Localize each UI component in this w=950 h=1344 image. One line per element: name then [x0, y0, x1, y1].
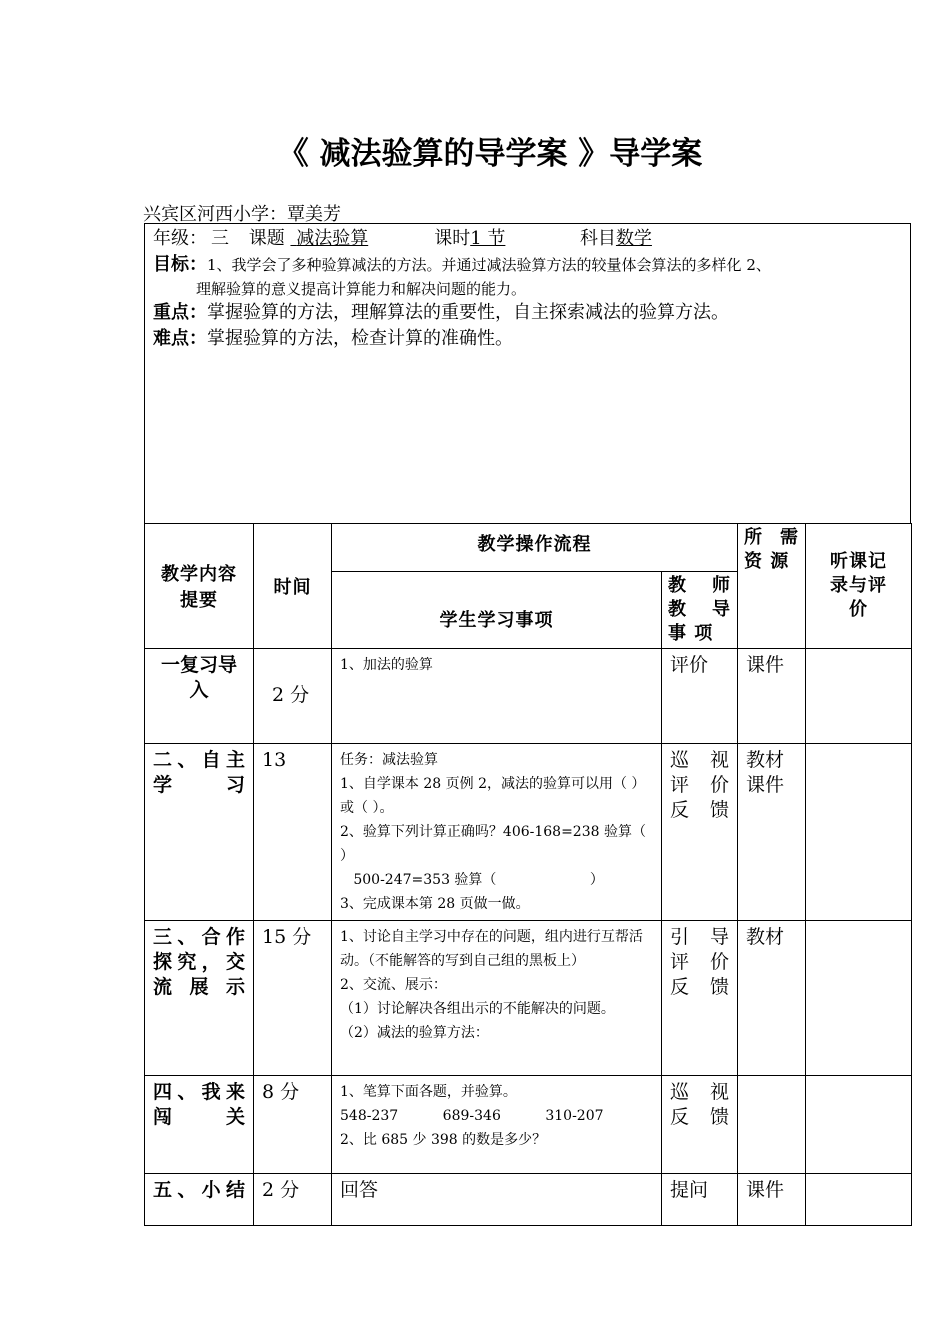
- row-student: [332, 1174, 662, 1226]
- lesson-info-box: [144, 223, 911, 523]
- student-line: 回答: [340, 1179, 379, 1201]
- period-label: 课时: [434, 228, 471, 249]
- header-time: 时间: [254, 524, 332, 649]
- row-resource: 教材 课件: [738, 744, 806, 921]
- difficulty-point: [153, 326, 902, 352]
- key-point: [153, 300, 902, 326]
- lesson-meta-line: [153, 226, 902, 252]
- header-content: 教学内容提要: [145, 524, 254, 649]
- student-line: 548-237 689-346 310-207: [340, 1108, 604, 1124]
- subject-label: 科目: [579, 228, 616, 249]
- author-line: 兴宾区河西小学：覃美芳: [143, 204, 341, 225]
- row-time: 2 分: [254, 649, 332, 744]
- row-teacher: 巡 视 评 价 反馈: [662, 744, 738, 921]
- table-row: [145, 649, 912, 744]
- header-process: 教学操作流程: [332, 524, 738, 572]
- grade-label: 年级：: [153, 228, 207, 249]
- topic-label: 课题: [248, 228, 285, 249]
- row-student: [332, 744, 662, 921]
- subject-text: 数学: [615, 228, 652, 249]
- goal-label: 目标：: [153, 254, 207, 275]
- row-resource: 教材: [738, 921, 806, 1076]
- key-text: 掌握验算的方法，理解算法的重要性，自主探索减法的验算方法。: [207, 302, 729, 323]
- student-line: 1、加法的验算: [340, 657, 433, 673]
- period-text: 1 节: [470, 228, 506, 249]
- goal-block: [153, 252, 902, 300]
- table-row: [145, 1076, 912, 1174]
- row-student: [332, 921, 662, 1076]
- row-student: [332, 1076, 662, 1174]
- page-title: 《 减法验算的导学案 》导学案: [277, 136, 703, 172]
- goal-line-2: 理解验算的意义提高计算能力和解决问题的能力。: [196, 280, 527, 298]
- row-time: 15 分: [254, 921, 332, 1076]
- row-teacher: 提问: [662, 1174, 738, 1226]
- row-student: [332, 649, 662, 744]
- student-line: 2、交流、展示：: [340, 977, 447, 993]
- row-resource: 课件: [738, 649, 806, 744]
- row-label: 四、我来闯关: [145, 1076, 254, 1174]
- row-label: 三、合作探究，交流展示: [145, 921, 254, 1076]
- row-time: 8 分: [254, 1076, 332, 1174]
- row-time: 13: [254, 744, 332, 921]
- row-notes: [806, 649, 912, 744]
- student-line: 任务：减法验算: [340, 752, 438, 768]
- key-label: 重点：: [153, 302, 207, 323]
- header-teacher: 教 师 教 导 事 项: [662, 572, 738, 649]
- lesson-table: [144, 523, 912, 1226]
- row-resource: [738, 1076, 806, 1174]
- row-notes: [806, 744, 912, 921]
- goal-line-1: 1、我学会了多种验算减法的方法。并通过减法验算方法的较量体会算法的多样化 2、: [207, 256, 771, 274]
- row-teacher: 巡 视 反馈: [662, 1076, 738, 1174]
- row-notes: [806, 1174, 912, 1226]
- grade-value: 三: [211, 228, 229, 249]
- header-resources: 所 需 资 源: [738, 524, 806, 649]
- header-notes: 听课记录与评价: [806, 524, 912, 649]
- subject-value: [616, 226, 706, 252]
- topic-value: [290, 226, 418, 252]
- row-notes: [806, 921, 912, 1076]
- student-line: 3、完成课本第 28 页做一做。: [340, 896, 530, 912]
- student-line: 2、验算下列计算正确吗？406-168=238 验算（ ）: [340, 824, 646, 864]
- row-label: 二、自主学习: [145, 744, 254, 921]
- difficulty-text: 掌握验算的方法，检查计算的准确性。: [207, 328, 513, 349]
- student-line: 2、比 685 少 398 的数是多少？: [340, 1132, 547, 1148]
- row-teacher: 引 导 评 价 反馈: [662, 921, 738, 1076]
- student-line: 500-247=353 验算（ ）: [340, 872, 604, 888]
- student-line: （2）减法的验算方法：: [340, 1025, 489, 1041]
- header-student: 学生学习事项: [332, 572, 662, 649]
- period-value: [470, 226, 552, 252]
- table-row: [145, 744, 912, 921]
- table-row: [145, 1174, 912, 1226]
- table-row: [145, 921, 912, 1076]
- student-line: 1、讨论自主学习中存在的问题，组内进行互帮活动。（不能解答的写到自己组的黑板上）: [340, 929, 643, 969]
- row-label: 五、小结: [145, 1174, 254, 1226]
- row-time: 2 分: [254, 1174, 332, 1226]
- student-line: （1）讨论解决各组出示的不能解决的问题。: [340, 1001, 615, 1017]
- topic-text: 减法验算: [296, 228, 369, 249]
- row-teacher: 评价: [662, 649, 738, 744]
- row-label: 一复习导入: [145, 649, 254, 744]
- student-line: 1、笔算下面各题，并验算。: [340, 1084, 517, 1100]
- student-line: 1、自学课本 28 页例 2，减法的验算可以用（ ）或（ ）。: [340, 776, 646, 816]
- row-resource: 课件: [738, 1174, 806, 1226]
- difficulty-label: 难点：: [153, 328, 207, 349]
- row-notes: [806, 1076, 912, 1174]
